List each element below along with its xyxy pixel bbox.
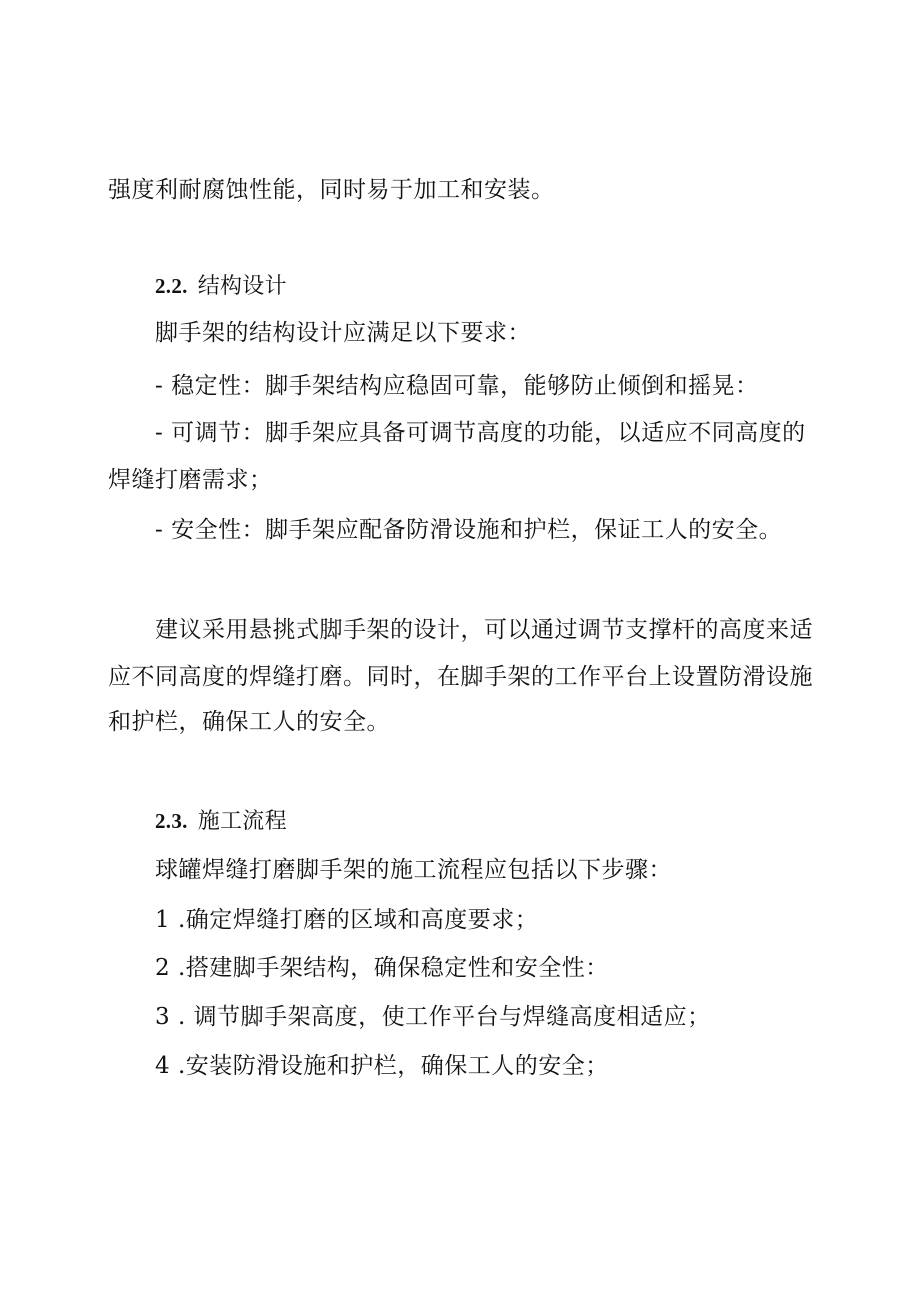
bullet-adjustable-cont: 焊缝打磨需求； <box>108 467 273 493</box>
section-2-2-heading <box>155 271 287 302</box>
section-2-2-title: 结构设计 <box>197 274 287 299</box>
intro-tail-text: 强度利耐腐蚀性能，同时易于加工和安装。 <box>108 177 555 203</box>
step-2: 2 .搭建脚手架结构，确保稳定性和安全性： <box>155 955 609 981</box>
bullet-safety: - 安全性：脚手架应配备防滑设施和护栏，保证工人的安全。 <box>155 517 783 543</box>
step-3: 3 . 调节脚手架高度，使工作平台与焊缝高度相适应； <box>155 1004 711 1030</box>
section-2-3-title: 施工流程 <box>197 809 287 834</box>
paragraph-line-3: 和护栏，确保工人的安全。 <box>108 709 390 735</box>
section-2-2-number: 2.2. <box>155 274 188 298</box>
step-4: 4 .安装防滑设施和护栏，确保工人的安全； <box>155 1053 609 1079</box>
section-2-2-lead: 脚手架的结构设计应满足以下要求： <box>155 320 531 346</box>
section-2-3-heading <box>155 806 287 837</box>
bullet-stability: - 稳定性：脚手架结构应稳固可靠，能够防止倾倒和摇晃： <box>155 373 759 399</box>
step-1: 1 .确定焊缝打磨的区域和高度要求； <box>155 907 539 933</box>
paragraph-line-2: 应不同高度的焊缝打磨。同时，在脚手架的工作平台上设置防滑设施 <box>108 664 813 690</box>
section-2-3-lead: 球罐焊缝打磨脚手架的施工流程应包括以下步骤： <box>155 857 672 883</box>
bullet-adjustable: - 可调节：脚手架应具备可调节高度的功能，以适应不同高度的 <box>155 420 806 446</box>
paragraph-line-1: 建议采用悬挑式脚手架的设计，可以通过调节支撑杆的高度来适 <box>155 617 813 643</box>
section-2-3-number: 2.3. <box>155 809 188 833</box>
